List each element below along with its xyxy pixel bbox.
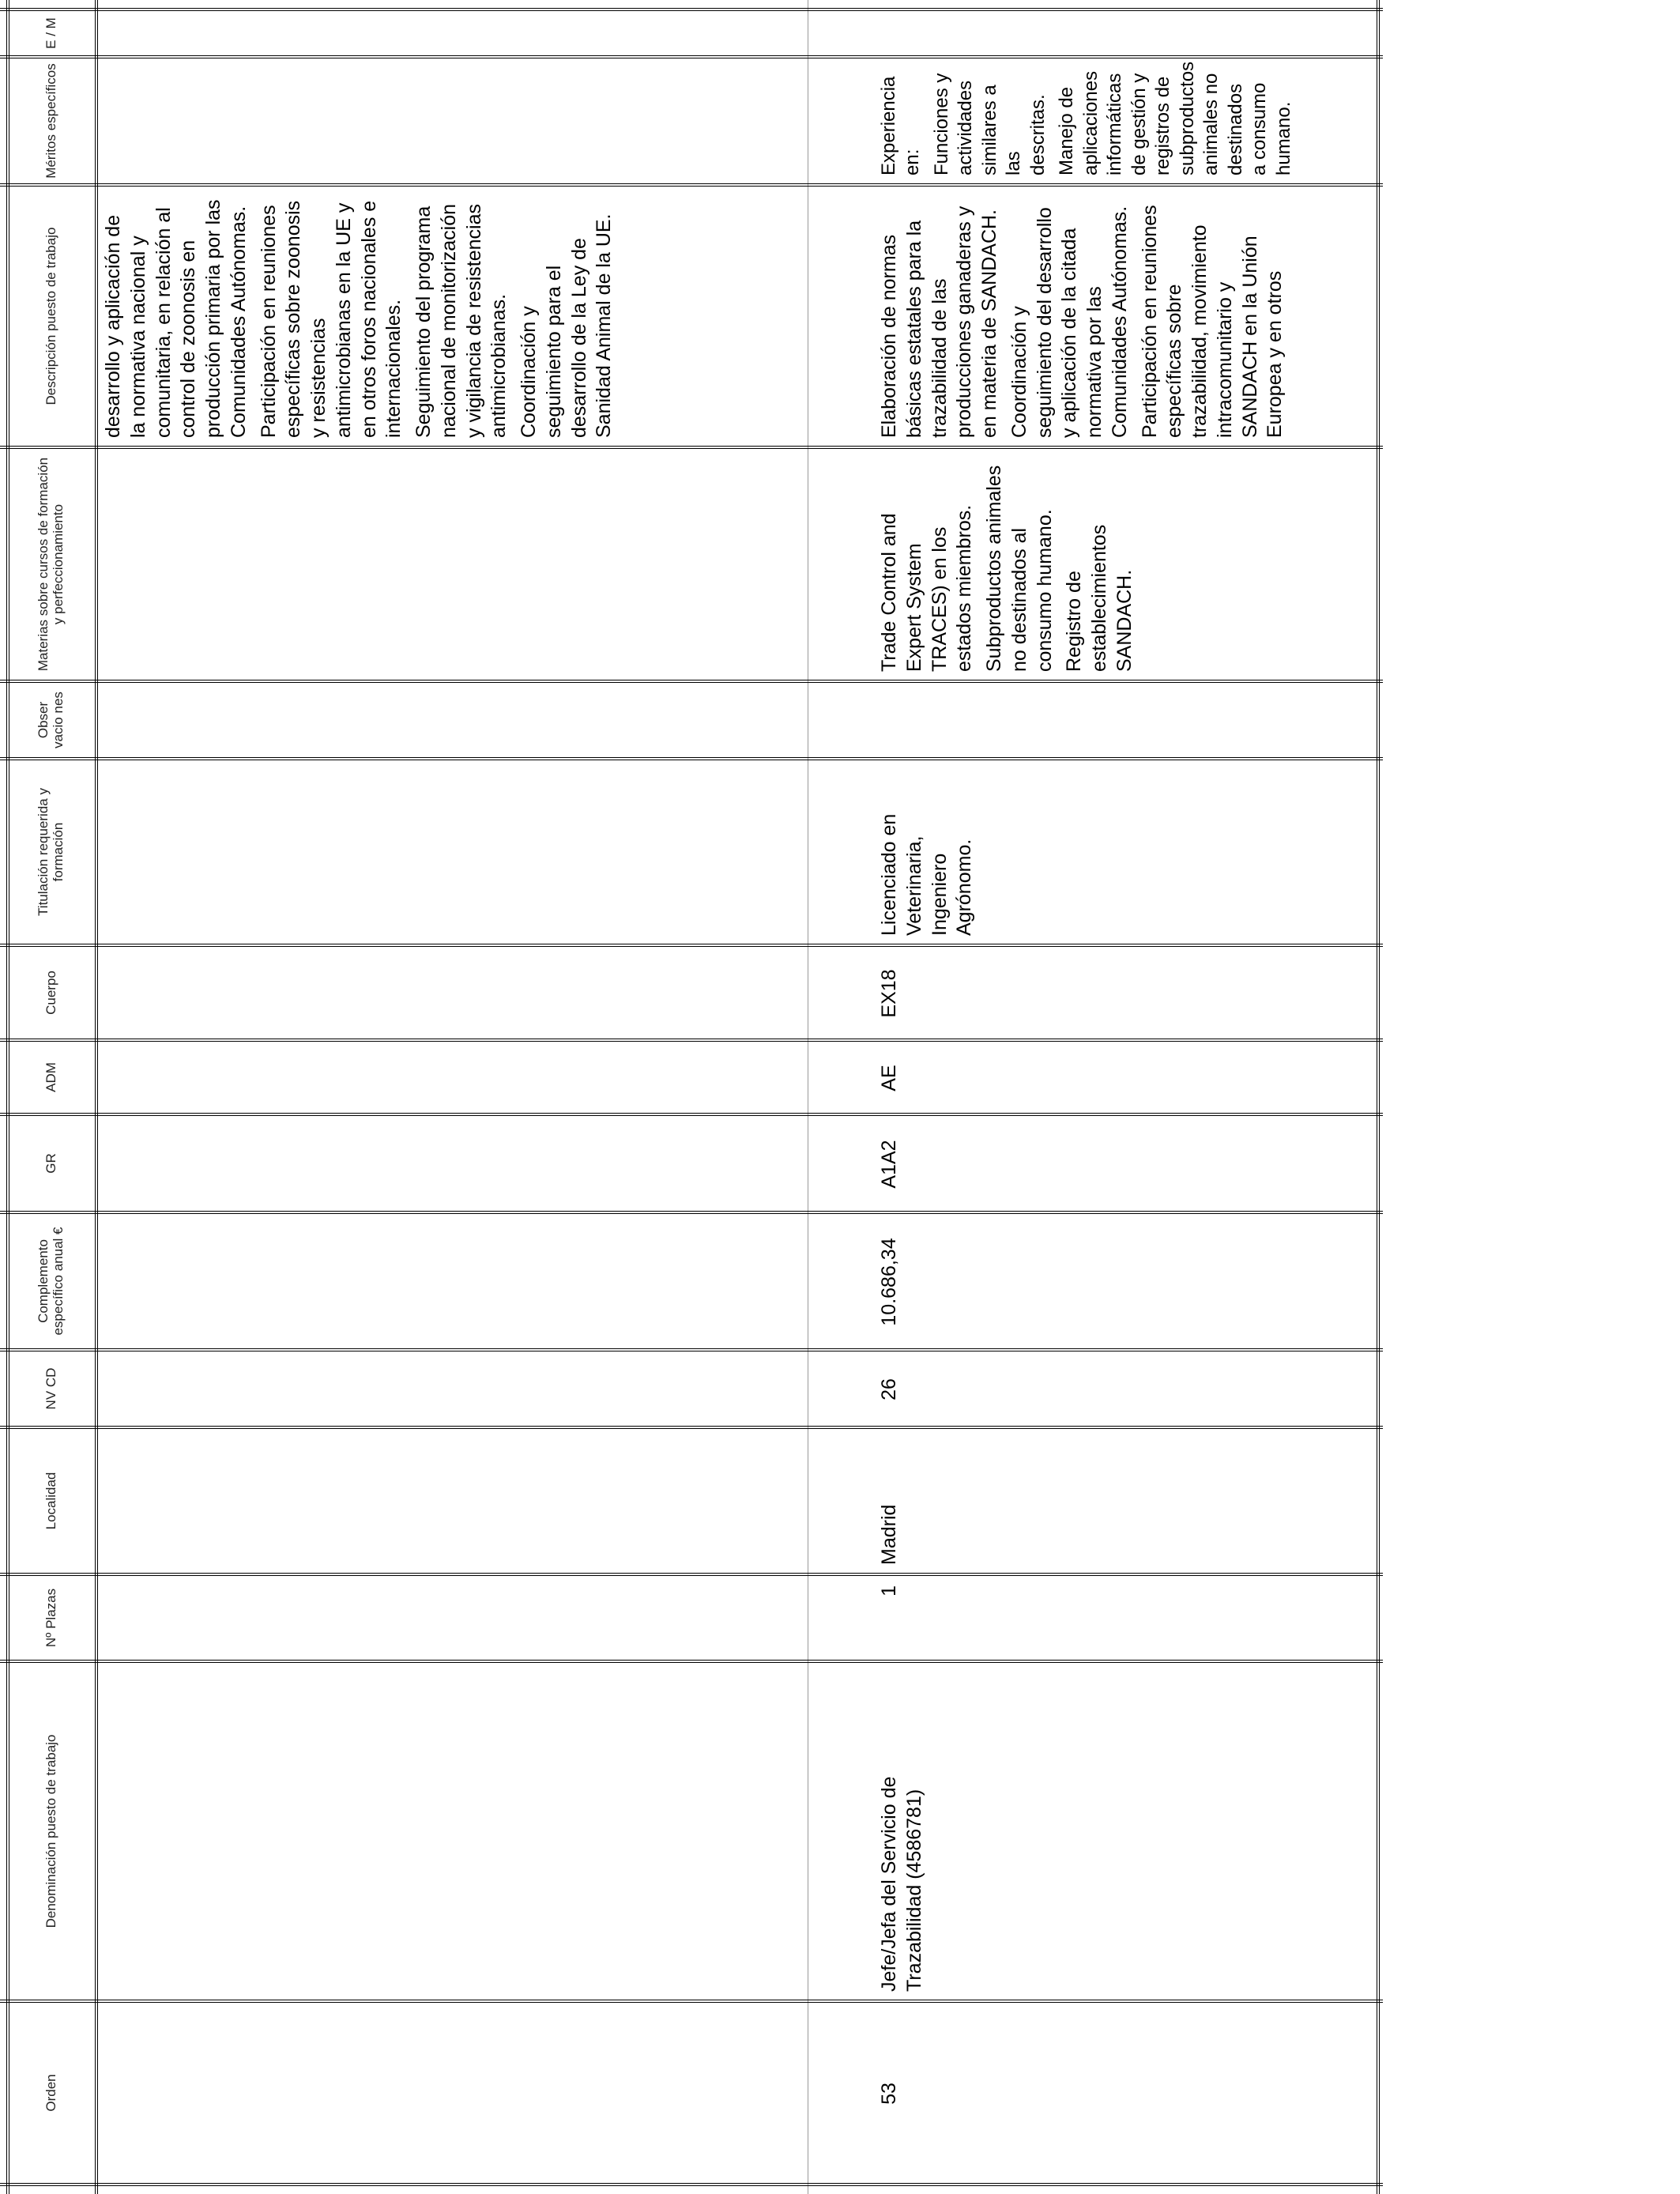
- header-localidad: Localidad: [43, 1472, 58, 1530]
- materias-line-3: Registro de establecimientos SANDACH.: [1063, 524, 1136, 672]
- cell-gr: A1A2: [878, 1140, 900, 1189]
- descripcion-line-1: Elaboración de normas básicas estatales para la trazabilidad de las producciones ganaderas y en materia de SANDACH.: [878, 205, 1000, 438]
- cell-orden: 53: [878, 2083, 900, 2105]
- descripcion-line-2: Coordinación y seguimiento del desarrollo y aplicación de la citada normativa por las Comunidades Autónomas.: [1008, 205, 1131, 438]
- header-adm: ADM: [43, 1062, 58, 1092]
- cell-meritos: [877, 58, 1383, 183]
- cell-descripcion-continued: [101, 187, 812, 446]
- header-plazas: Nº Plazas: [43, 1588, 58, 1648]
- header-orden: Orden: [43, 2074, 58, 2112]
- materias-line-1: Trade Control and Expert System TRACES) en los estados miembros.: [878, 504, 976, 672]
- meritos-line-3: Manejo de aplicaciones informáticas de gestión y registros de subproductos animales no destinados a consumo humano.: [1056, 61, 1294, 175]
- col-nv-cd: [0, 1351, 1383, 1429]
- col-orden: [0, 2003, 1383, 2186]
- cell-plazas: 1: [878, 1585, 900, 1596]
- header-gr: GR: [43, 1153, 58, 1174]
- col-denominacion: [0, 1663, 1383, 2003]
- header-titulacion: Titulación requerida y formación: [36, 788, 66, 916]
- header-complemento: Complemento específico anual €: [36, 1227, 66, 1336]
- cell-descripcion: [877, 187, 1383, 446]
- cell-em: [877, 11, 1383, 55]
- cell-adm: AE: [878, 1065, 900, 1091]
- header-denominacion: Denominación puesto de trabajo: [43, 1734, 58, 1928]
- col-cuerpo: [0, 947, 1383, 1042]
- col-em: [0, 11, 1383, 58]
- cell-nv-cd: 26: [878, 1378, 900, 1400]
- col-materias: [0, 449, 1383, 683]
- header-cuerpo: Cuerpo: [43, 971, 58, 1015]
- meritos-line-1: Experiencia en:: [878, 76, 924, 175]
- cell-denominacion: Jefe/Jefa del Servicio de Trazabilidad (4586781): [878, 1776, 925, 1992]
- cell-titulacion: Licenciado en Veterinaria, Ingeniero Agrónomo.: [878, 813, 976, 936]
- meritos-line-2: Funciones y actividades similares a las descritas.: [930, 73, 1049, 175]
- descripcion-cont-4: Coordinación y seguimiento para el desarrollo de la Ley de Sanidad Animal de la UE.: [518, 213, 616, 438]
- cell-localidad: Madrid: [878, 1504, 900, 1565]
- col-adm: [0, 1042, 1383, 1116]
- cell-materias: [877, 449, 1383, 680]
- col-meritos: [0, 58, 1383, 187]
- materias-line-2: Subproductos animales no destinados al consumo humano.: [983, 465, 1056, 672]
- col-localidad: [0, 1429, 1383, 1576]
- col-complemento: [0, 1214, 1383, 1351]
- col-plazas: [0, 1576, 1383, 1663]
- col-titulacion: [0, 760, 1383, 947]
- descripcion-line-3: Participación en reuniones específicas sobre trazabilidad, movimiento intracomunitario y SANDACH en la Unión Europea y en otros: [1138, 205, 1286, 438]
- header-em: E / M: [43, 17, 58, 49]
- descripcion-cont-1: desarrollo y aplicación de la normativa nacional y comunitaria, en relación al control de zoonosis en producción primaria por las Comunidades Autónomas.: [102, 199, 250, 438]
- descripcion-cont-3: Seguimiento del programa nacional de monitorización y vigilancia de resistencias antimicrobianas.: [412, 203, 510, 438]
- col-descripcion: [0, 187, 1383, 449]
- cell-cuerpo: EX18: [878, 969, 900, 1018]
- header-descripcion: Descripción puesto de trabajo: [43, 227, 58, 405]
- table-right-rule: [0, 8, 1383, 11]
- col-gr: [0, 1116, 1383, 1214]
- cell-complemento: 10.686,34: [878, 1238, 900, 1326]
- cell-observaciones: [877, 683, 1383, 757]
- header-observaciones: Obser vacio nes: [36, 692, 66, 748]
- header-materias: Materias sobre cursos de formación y perfeccionamiento: [36, 457, 66, 672]
- header-meritos: Méritos específicos: [43, 63, 58, 179]
- descripcion-cont-2: Participación en reuniones específicas sobre zoonosis y resistencias antimicrobianas en la UE y en otros foros nacionales e internacionales.: [257, 200, 405, 438]
- col-observaciones: [0, 683, 1383, 760]
- header-nv-cd: NV CD: [43, 1367, 58, 1410]
